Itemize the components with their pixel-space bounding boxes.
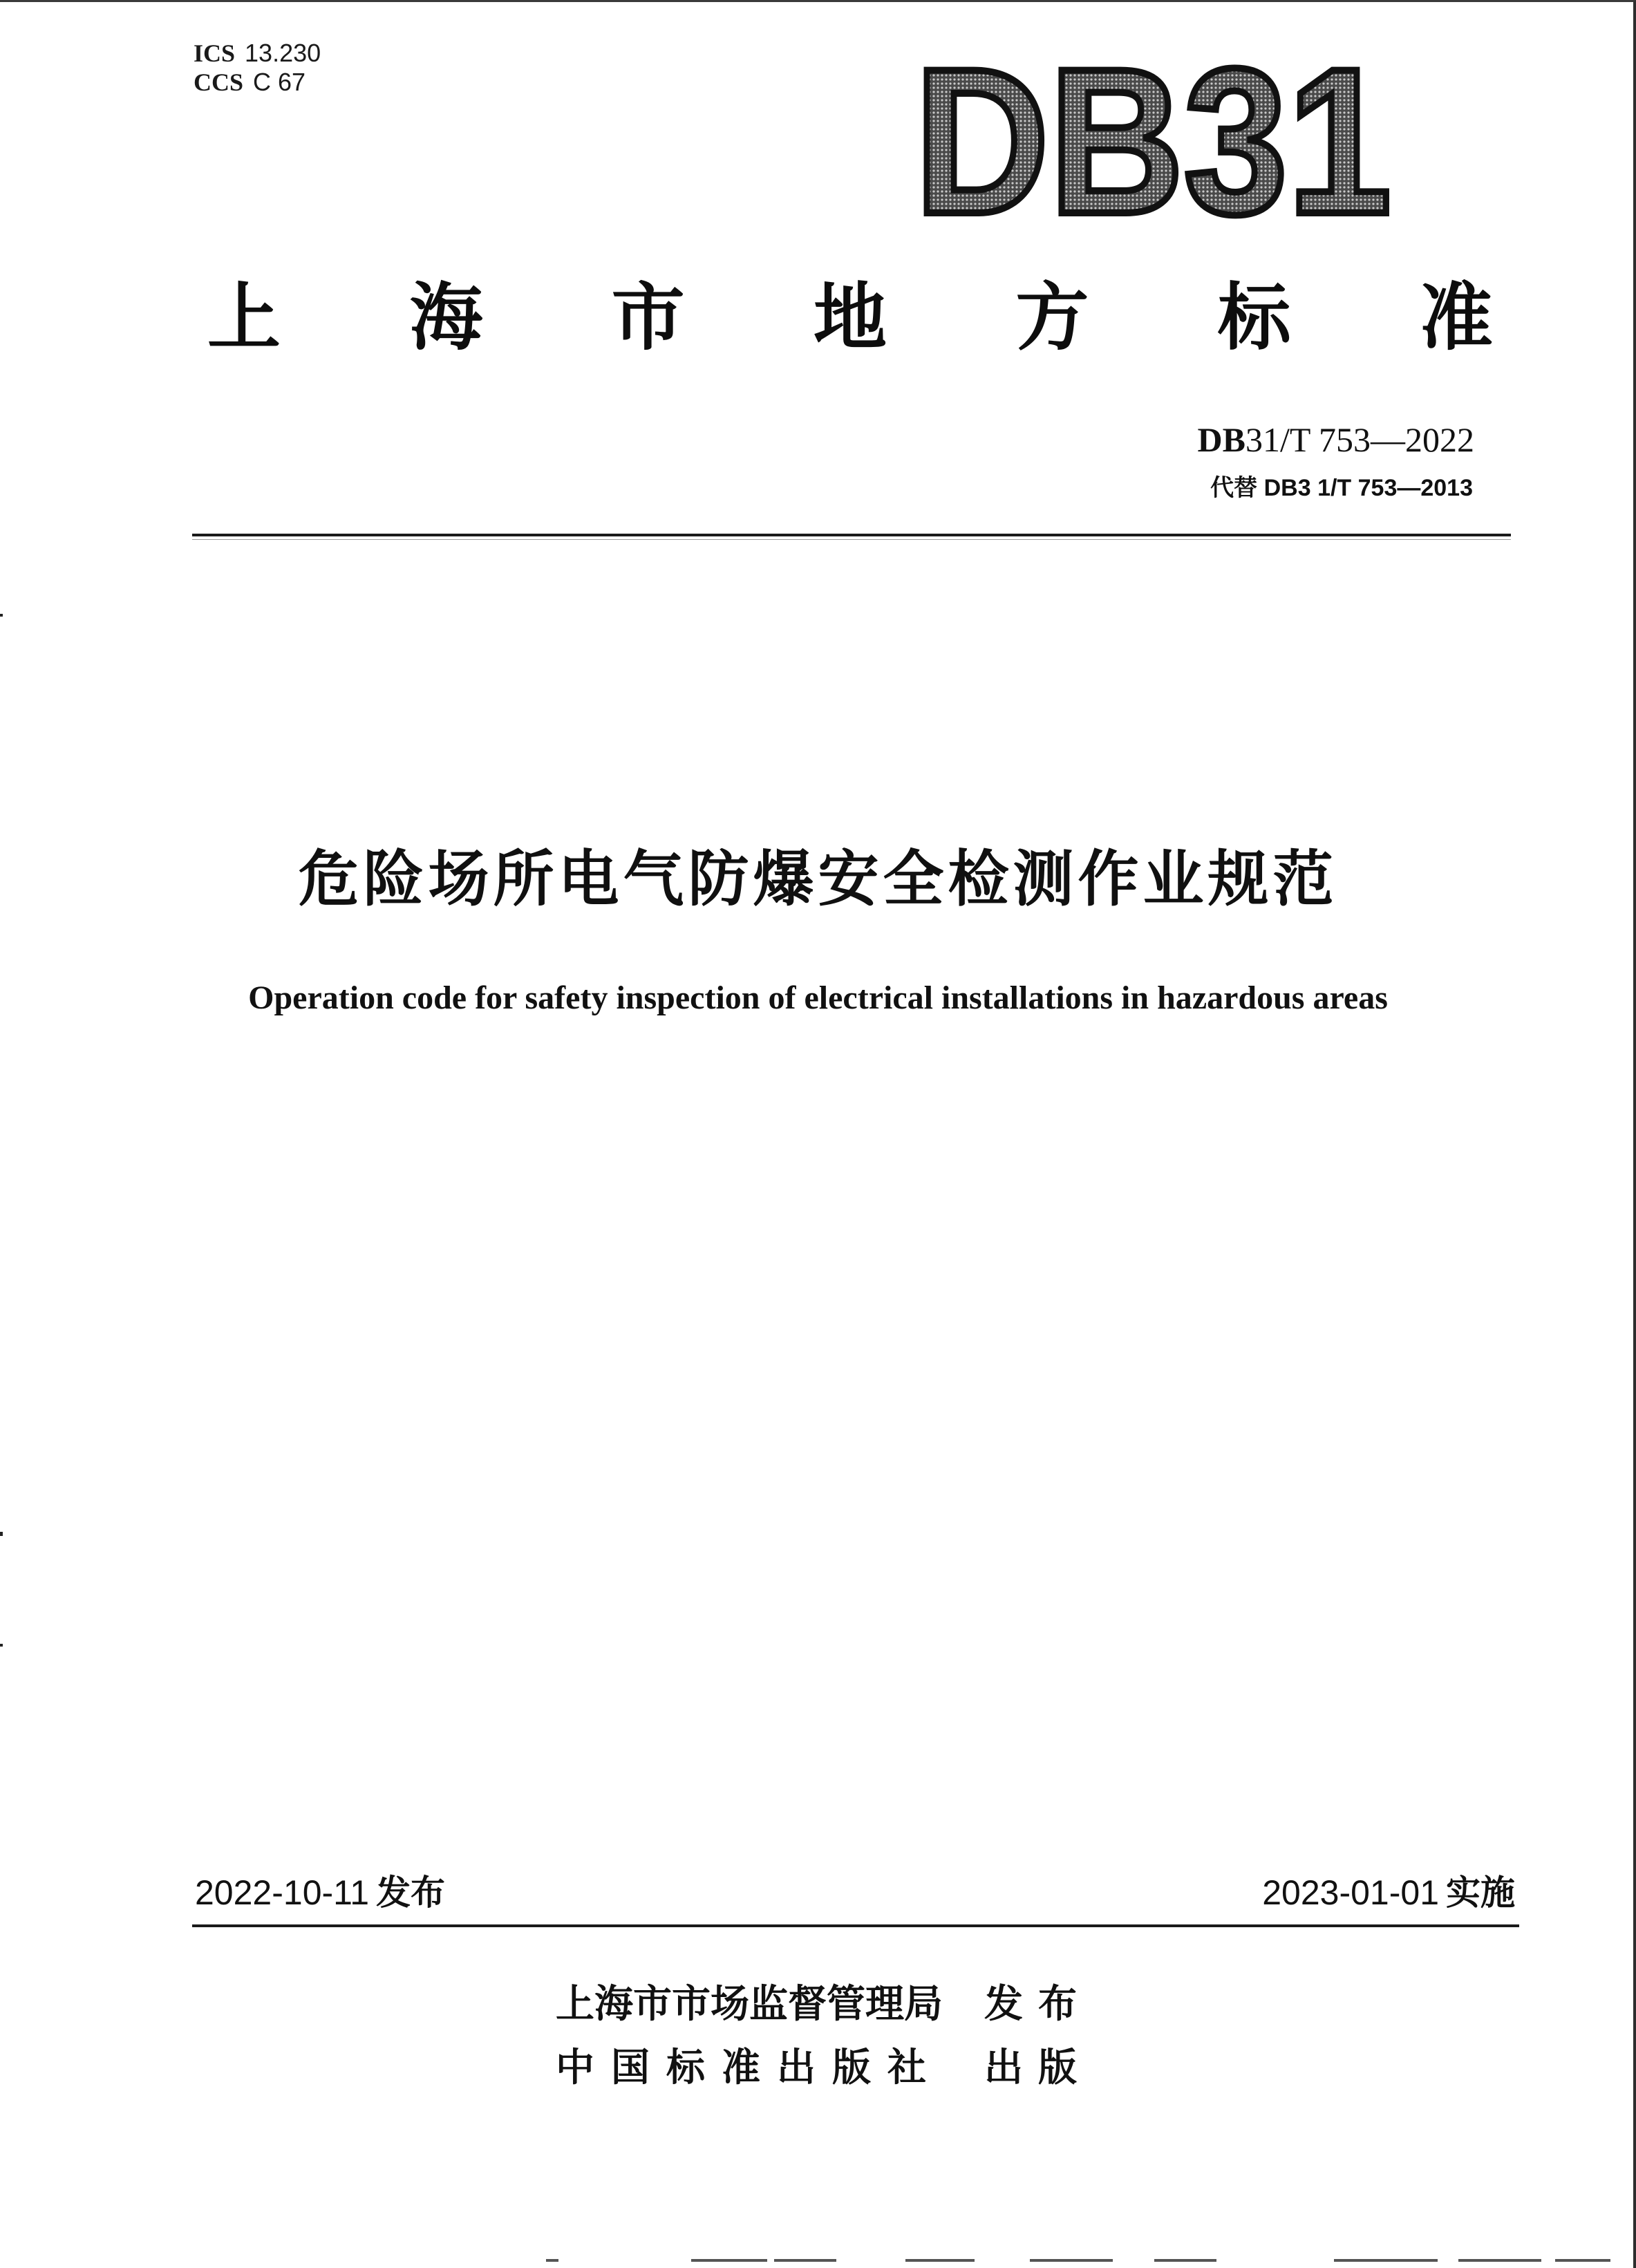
standard-type-char: 市: [611, 275, 685, 360]
standard-type-char: 海: [409, 275, 483, 360]
press-line: [556, 2036, 1092, 2100]
implement-date: [1262, 1871, 1515, 1915]
standard-type-char: 标: [1217, 275, 1291, 360]
press-role: 出版: [984, 2045, 1092, 2090]
document-title-cn: 危险场所电气防爆安全检测作业规范: [298, 843, 1338, 915]
issuer-role: 发布: [984, 1982, 1092, 2027]
document-title-en: Operation code for safety inspection of electrical installations in hazardous areas: [248, 980, 1388, 1016]
scan-mark: [0, 1644, 3, 1647]
standard-number-prefix: DB: [1197, 420, 1245, 459]
standard-type-heading: [207, 277, 1493, 359]
scan-mark: [0, 1532, 3, 1536]
ccs-label: CCS: [194, 68, 244, 96]
classification-codes: [194, 39, 321, 97]
standard-type-char: 地: [813, 275, 887, 360]
ccs-code: C 67: [253, 68, 306, 96]
header-divider: [192, 534, 1511, 536]
db31-logo-text: DB31: [914, 28, 1391, 228]
standard-number: [1198, 419, 1475, 460]
publisher-block: [556, 1973, 1092, 2100]
press-name: 中国标准出版社: [556, 2045, 943, 2090]
standard-number-rest: 31/T 753—2022: [1245, 420, 1474, 459]
ccs-code-row: [194, 68, 321, 97]
ics-code: 13.230: [245, 39, 321, 67]
issuer-line: [556, 1973, 1092, 2036]
publish-date-value: 2022-10-11: [195, 1873, 370, 1912]
standard-type-char: 方: [1015, 275, 1089, 360]
scan-artifact: [546, 2259, 1610, 2263]
publish-date-label: 发布: [376, 1873, 446, 1913]
standard-type-char: 上: [207, 275, 281, 360]
implement-date-value: 2023-01-01: [1262, 1873, 1439, 1912]
publish-date: [195, 1871, 445, 1915]
footer-divider: [192, 1924, 1519, 1927]
issuer-name: 上海市市场监督管理局: [556, 1982, 943, 2027]
standard-type-char: 准: [1419, 275, 1493, 360]
ics-label: ICS: [194, 39, 236, 67]
ics-code-row: [194, 39, 321, 68]
scan-mark: [0, 614, 3, 617]
db31-logo: [911, 28, 1395, 228]
dates-row: [195, 1871, 1515, 1915]
replaces-standard: 代替 DB3 1/T 753—2013: [1210, 475, 1473, 501]
implement-date-label: 实施: [1446, 1873, 1515, 1913]
